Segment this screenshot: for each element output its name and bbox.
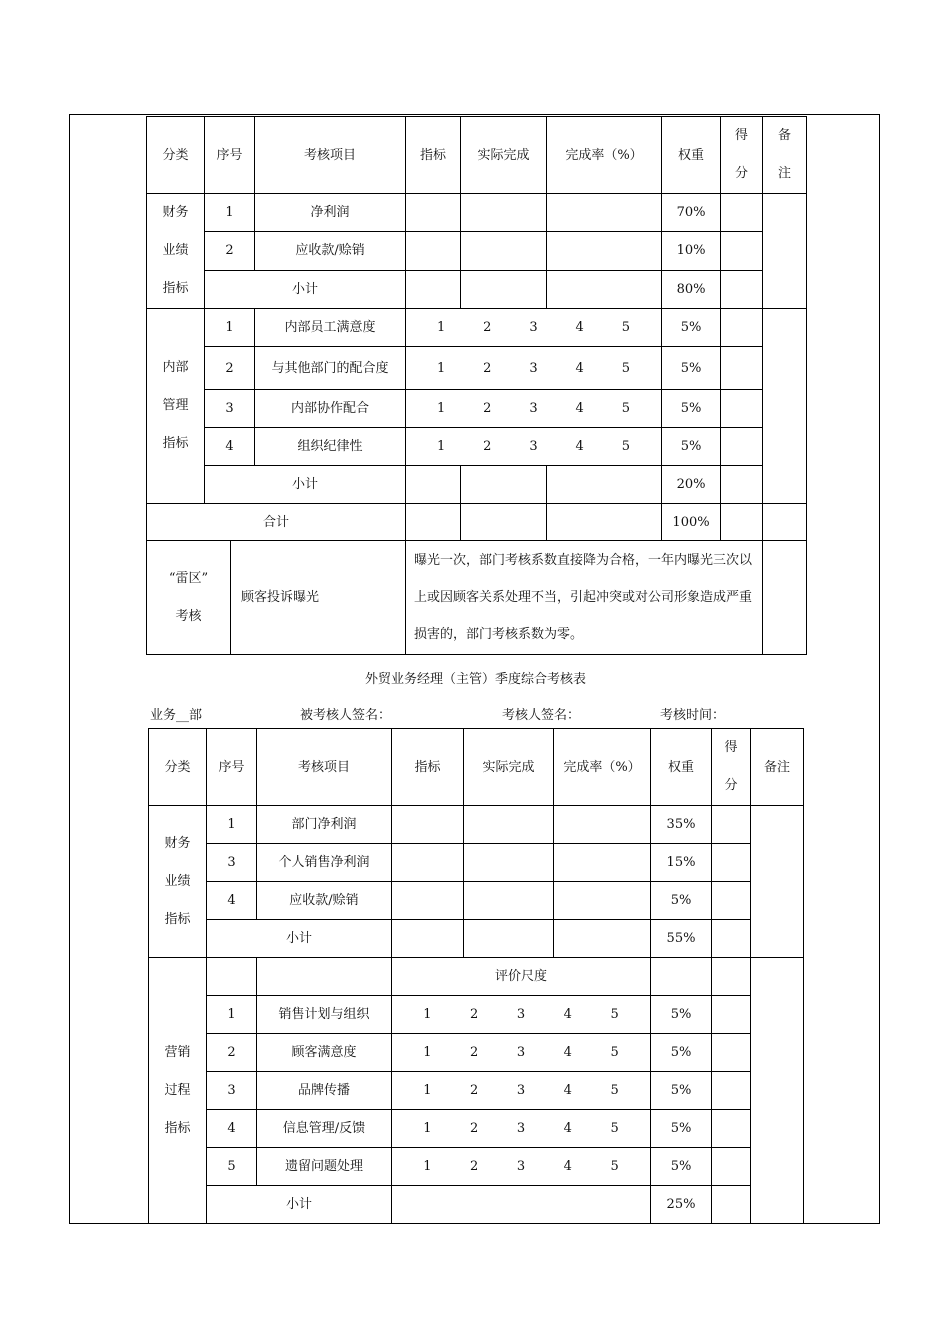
table-row — [147, 194, 807, 232]
row-number: 2 — [205, 232, 255, 270]
score-cell — [721, 194, 763, 232]
category-finance: 财务 业绩 指标 — [149, 806, 207, 958]
indicator-cell — [392, 920, 464, 958]
rate-cell — [554, 844, 651, 882]
row-item — [257, 958, 392, 996]
row-item: 销售计划与组织 — [257, 996, 392, 1034]
header-remark: 备注 — [751, 729, 804, 806]
table-row — [149, 1034, 804, 1072]
header-actual: 实际完成 — [464, 729, 554, 806]
actual-cell — [464, 882, 554, 920]
score-cell — [712, 1186, 751, 1224]
minefield-description: 曝光一次，部门考核系数直接降为合格，一年内曝光三次以上或因顾客关系处理不当，引起冲突或对公司形象造成严重损害的，部门考核系数为零。 — [406, 541, 763, 655]
row-weight: 10% — [662, 232, 721, 270]
row-item: 应收款/赊销 — [257, 882, 392, 920]
header-indicator: 指标 — [406, 117, 461, 194]
row-item: 应收款/赊销 — [255, 232, 406, 270]
table-row — [147, 232, 807, 270]
row-weight: 5% — [651, 1110, 712, 1148]
row-number: 5 — [207, 1148, 257, 1186]
department-label: 业务__部 — [150, 708, 203, 723]
table-caption: 外贸业务经理（主管）季度综合考核表 — [364, 672, 586, 687]
header-item: 考核项目 — [255, 117, 406, 194]
actual-cell — [464, 844, 554, 882]
indicator-cell — [392, 1186, 651, 1224]
subtotal-weight: 20% — [662, 466, 721, 504]
subtotal-row — [149, 1186, 804, 1224]
subtotal-label: 小计 — [207, 1186, 392, 1224]
rating-scale: 1 2 3 4 5 — [392, 1148, 651, 1186]
row-weight: 5% — [662, 390, 721, 428]
score-cell — [712, 996, 751, 1034]
header-rate: 完成率（%） — [554, 729, 651, 806]
subtotal-row — [149, 920, 804, 958]
score-cell — [712, 1034, 751, 1072]
row-weight: 15% — [651, 844, 712, 882]
table1-header-row — [147, 117, 807, 194]
table-row — [149, 882, 804, 920]
row-weight: 5% — [651, 882, 712, 920]
table2-header-row — [149, 729, 804, 806]
indicator-cell — [406, 504, 461, 541]
header-item: 考核项目 — [257, 729, 392, 806]
row-weight: 5% — [651, 1034, 712, 1072]
row-number: 4 — [207, 882, 257, 920]
assessment-table-2 — [148, 728, 804, 1224]
score-cell — [721, 347, 763, 390]
subtotal-row — [147, 466, 807, 504]
category-internal: 内部 管理 指标 — [147, 309, 205, 504]
indicator-cell — [406, 194, 461, 232]
score-cell — [712, 958, 751, 996]
header-weight: 权重 — [651, 729, 712, 806]
indicator-cell — [392, 806, 464, 844]
row-weight: 5% — [662, 309, 721, 347]
row-weight: 5% — [662, 428, 721, 466]
remark-cell — [751, 806, 804, 958]
score-cell — [721, 504, 763, 541]
row-item: 品牌传播 — [257, 1072, 392, 1110]
score-cell — [721, 309, 763, 347]
category-finance: 财务 业绩 指标 — [147, 194, 205, 309]
score-cell — [721, 428, 763, 466]
table-row — [149, 1148, 804, 1186]
subtotal-weight: 25% — [651, 1186, 712, 1224]
indicator-cell — [406, 232, 461, 270]
row-item: 内部协作配合 — [255, 390, 406, 428]
indicator-cell — [392, 844, 464, 882]
table-row — [149, 806, 804, 844]
row-weight: 5% — [651, 1072, 712, 1110]
actual-cell — [464, 920, 554, 958]
total-weight: 100% — [662, 504, 721, 541]
header-actual: 实际完成 — [461, 117, 547, 194]
score-cell — [712, 1110, 751, 1148]
minefield-category: “雷区” 考核 — [147, 541, 231, 655]
assessor-signature-label: 考核人签名： — [502, 708, 581, 723]
assessee-signature-label: 被考核人签名： — [300, 708, 392, 723]
rating-scale: 1 2 3 4 5 — [392, 1072, 651, 1110]
header-category: 分类 — [147, 117, 205, 194]
score-cell — [712, 882, 751, 920]
assessment-table-1 — [146, 116, 807, 655]
subtotal-row — [147, 270, 807, 308]
score-cell — [712, 1148, 751, 1186]
table-row — [149, 844, 804, 882]
row-weight: 5% — [651, 1148, 712, 1186]
score-cell — [721, 270, 763, 308]
rate-cell — [547, 270, 662, 308]
subtotal-label: 小计 — [205, 466, 406, 504]
row-number: 1 — [207, 806, 257, 844]
table-row — [149, 1072, 804, 1110]
rate-cell — [547, 504, 662, 541]
rate-cell — [554, 806, 651, 844]
row-number: 2 — [205, 347, 255, 390]
scale-header-row — [149, 958, 804, 996]
row-number: 3 — [207, 844, 257, 882]
actual-cell — [464, 806, 554, 844]
total-row — [147, 504, 807, 541]
rate-cell — [547, 466, 662, 504]
score-cell — [712, 920, 751, 958]
total-label: 合计 — [147, 504, 406, 541]
row-number: 3 — [207, 1072, 257, 1110]
table-row — [147, 428, 807, 466]
actual-cell — [461, 270, 547, 308]
row-weight: 70% — [662, 194, 721, 232]
rate-cell — [554, 882, 651, 920]
row-weight — [651, 958, 712, 996]
header-score: 得 分 — [712, 729, 751, 806]
rating-scale: 1 2 3 4 5 — [406, 309, 662, 347]
rate-cell — [547, 232, 662, 270]
row-item: 与其他部门的配合度 — [255, 347, 406, 390]
rating-scale: 1 2 3 4 5 — [392, 1110, 651, 1148]
assessment-time-label: 考核时间： — [660, 708, 726, 723]
rating-scale: 1 2 3 4 5 — [392, 1034, 651, 1072]
row-item: 组织纪律性 — [255, 428, 406, 466]
row-number: 1 — [207, 996, 257, 1034]
subtotal-label: 小计 — [205, 270, 406, 308]
row-weight: 5% — [651, 996, 712, 1034]
subtotal-weight: 80% — [662, 270, 721, 308]
row-item: 遗留问题处理 — [257, 1148, 392, 1186]
row-number: 4 — [205, 428, 255, 466]
header-number: 序号 — [205, 117, 255, 194]
row-item: 净利润 — [255, 194, 406, 232]
header-category: 分类 — [149, 729, 207, 806]
table-row — [147, 390, 807, 428]
row-number — [207, 958, 257, 996]
indicator-cell — [406, 270, 461, 308]
scale-header: 评价尺度 — [392, 958, 651, 996]
rating-scale: 1 2 3 4 5 — [406, 428, 662, 466]
score-cell — [712, 806, 751, 844]
score-cell — [712, 844, 751, 882]
header-score: 得 分 — [721, 117, 763, 194]
row-item: 信息管理/反馈 — [257, 1110, 392, 1148]
header-indicator: 指标 — [392, 729, 464, 806]
row-number: 1 — [205, 309, 255, 347]
row-item: 个人销售净利润 — [257, 844, 392, 882]
rate-cell — [554, 920, 651, 958]
header-weight: 权重 — [662, 117, 721, 194]
row-number: 4 — [207, 1110, 257, 1148]
rating-scale: 1 2 3 4 5 — [406, 390, 662, 428]
actual-cell — [461, 232, 547, 270]
row-weight: 5% — [662, 347, 721, 390]
remark-cell — [763, 504, 807, 541]
row-weight: 35% — [651, 806, 712, 844]
table-row — [147, 347, 807, 390]
table-row — [149, 996, 804, 1034]
row-number: 1 — [205, 194, 255, 232]
remark-cell — [763, 309, 807, 504]
rating-scale: 1 2 3 4 5 — [392, 996, 651, 1034]
score-cell — [712, 1072, 751, 1110]
table-row — [149, 1110, 804, 1148]
score-cell — [721, 390, 763, 428]
table-row — [147, 309, 807, 347]
row-item: 内部员工满意度 — [255, 309, 406, 347]
indicator-cell — [392, 882, 464, 920]
rating-scale: 1 2 3 4 5 — [406, 347, 662, 390]
actual-cell — [461, 504, 547, 541]
header-number: 序号 — [207, 729, 257, 806]
subtotal-label: 小计 — [207, 920, 392, 958]
rate-cell — [547, 194, 662, 232]
indicator-cell — [406, 466, 461, 504]
header-rate: 完成率（%） — [547, 117, 662, 194]
category-marketing: 营销 过程 指标 — [149, 958, 207, 1224]
actual-cell — [461, 194, 547, 232]
remark-cell — [763, 194, 807, 309]
score-cell — [721, 466, 763, 504]
remark-cell — [763, 541, 807, 655]
row-number: 3 — [205, 390, 255, 428]
row-number: 2 — [207, 1034, 257, 1072]
minefield-row — [147, 541, 807, 655]
row-item: 顾客满意度 — [257, 1034, 392, 1072]
row-item: 部门净利润 — [257, 806, 392, 844]
header-remark: 备 注 — [763, 117, 807, 194]
actual-cell — [461, 466, 547, 504]
remark-cell — [751, 958, 804, 1224]
subtotal-weight: 55% — [651, 920, 712, 958]
minefield-item: 顾客投诉曝光 — [231, 541, 406, 655]
score-cell — [721, 232, 763, 270]
